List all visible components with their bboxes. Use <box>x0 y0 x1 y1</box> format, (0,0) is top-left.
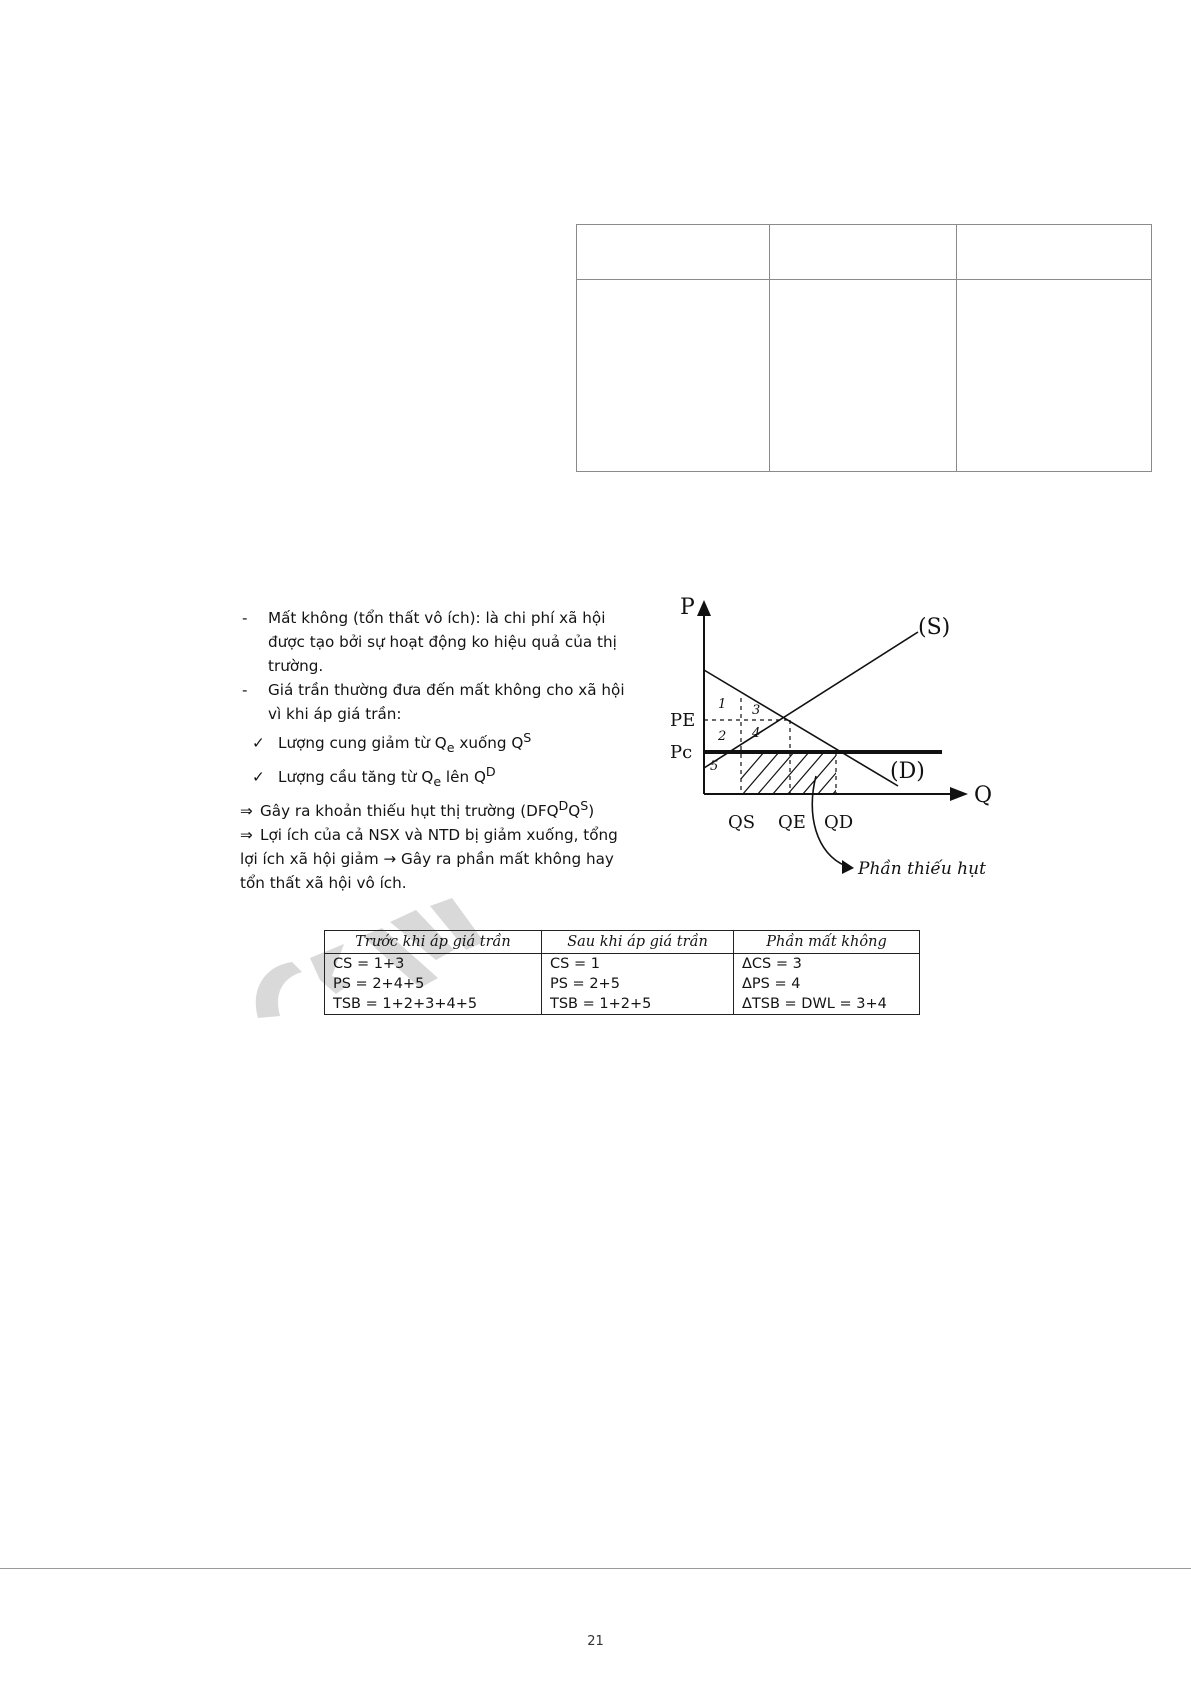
theory-text <box>240 606 625 895</box>
supply-check-line: ✓ Lượng cung giảm từ $Q_e$ xuống $Q^S$ <box>252 730 532 756</box>
page-number: 21 <box>587 1634 604 1649</box>
header-after: Sau khi áp giá trần <box>542 931 734 954</box>
table-cell <box>577 225 770 280</box>
area-5-label: 5 <box>710 759 719 774</box>
shortage-pointer-head <box>842 860 854 874</box>
table-cell <box>957 280 1152 472</box>
table-cell <box>770 225 957 280</box>
demand-curve <box>704 670 898 786</box>
p-axis-label: P <box>680 595 695 620</box>
demand-check-line: ✓ Lượng cầu tăng từ $Q_e$ lên $Q^D$ <box>252 764 496 790</box>
deadweight-column: ΔCS = 3 ΔPS = 4 ΔTSB = DWL = 3+4 <box>734 954 920 1015</box>
p-axis-arrow <box>697 600 711 616</box>
price-ceiling-diagram <box>636 592 1016 892</box>
text-line: - Giá trần thường đưa đến mất không cho xã hội <box>242 681 625 699</box>
after-column: CS = 1 PS = 2+5 TSB = 1+2+5 <box>542 954 734 1015</box>
checkmark-icon: ✓ <box>252 734 265 753</box>
text-line: vì khi áp giá trần: <box>268 705 402 723</box>
conclusion-line: tổn thất xã hội vô ích. <box>240 874 407 893</box>
supply-curve <box>704 632 918 768</box>
shortage-line: ⇒ Gây ra khoản thiếu hụt thị trường $(DFQ^DQ^S)$ <box>240 794 620 823</box>
table-cell <box>957 225 1152 280</box>
implies-arrow-icon: ⇒ <box>240 826 253 845</box>
area-4-label: 4 <box>752 726 761 741</box>
qd-label: QD <box>824 812 854 833</box>
text-line: được tạo bởi sự hoạt động ko hiệu quả của thị <box>268 633 617 651</box>
table-cell <box>577 280 770 472</box>
q-axis-arrow <box>950 787 968 801</box>
area-3-label: 3 <box>752 703 761 718</box>
table-row <box>325 954 920 1015</box>
pe-label: PE <box>670 710 696 731</box>
footer-divider <box>0 1568 1191 1569</box>
supply-label: (S) <box>918 615 951 640</box>
table-row <box>577 280 1152 472</box>
checkmark-icon: ✓ <box>252 768 265 787</box>
text-line: trường. <box>268 657 324 675</box>
qs-label: QS <box>728 812 756 833</box>
table-header-row <box>325 931 920 954</box>
qe-label: QE <box>778 812 806 833</box>
area-1-label: 1 <box>718 697 727 712</box>
table-cell <box>770 280 957 472</box>
pc-label: Pc <box>670 742 693 763</box>
shortage-note: Phần thiếu hụt <box>858 859 986 879</box>
implies-arrow-icon: ⇒ <box>240 802 253 821</box>
conclusion-line: lợi ích xã hội giảm → Gây ra phần mất không hay <box>240 850 614 869</box>
q-axis-label: Q <box>974 783 993 808</box>
header-deadweight: Phần mất không <box>734 931 920 954</box>
header-before: Trước khi áp giá trần <box>325 931 542 954</box>
demand-label: (D) <box>890 759 925 784</box>
area-2-label: 2 <box>718 729 727 744</box>
text-line: - Mất không (tổn thất vô ích): là chi phí xã hội <box>242 609 606 627</box>
conclusion-line: ⇒ Lợi ích của cả NSX và NTD bị giảm xuống, tổng <box>240 823 620 847</box>
before-column: CS = 1+3 PS = 2+4+5 TSB = 1+2+3+4+5 <box>325 954 542 1015</box>
empty-table <box>576 224 1152 472</box>
table-row <box>577 225 1152 280</box>
welfare-summary-table <box>324 930 920 1015</box>
